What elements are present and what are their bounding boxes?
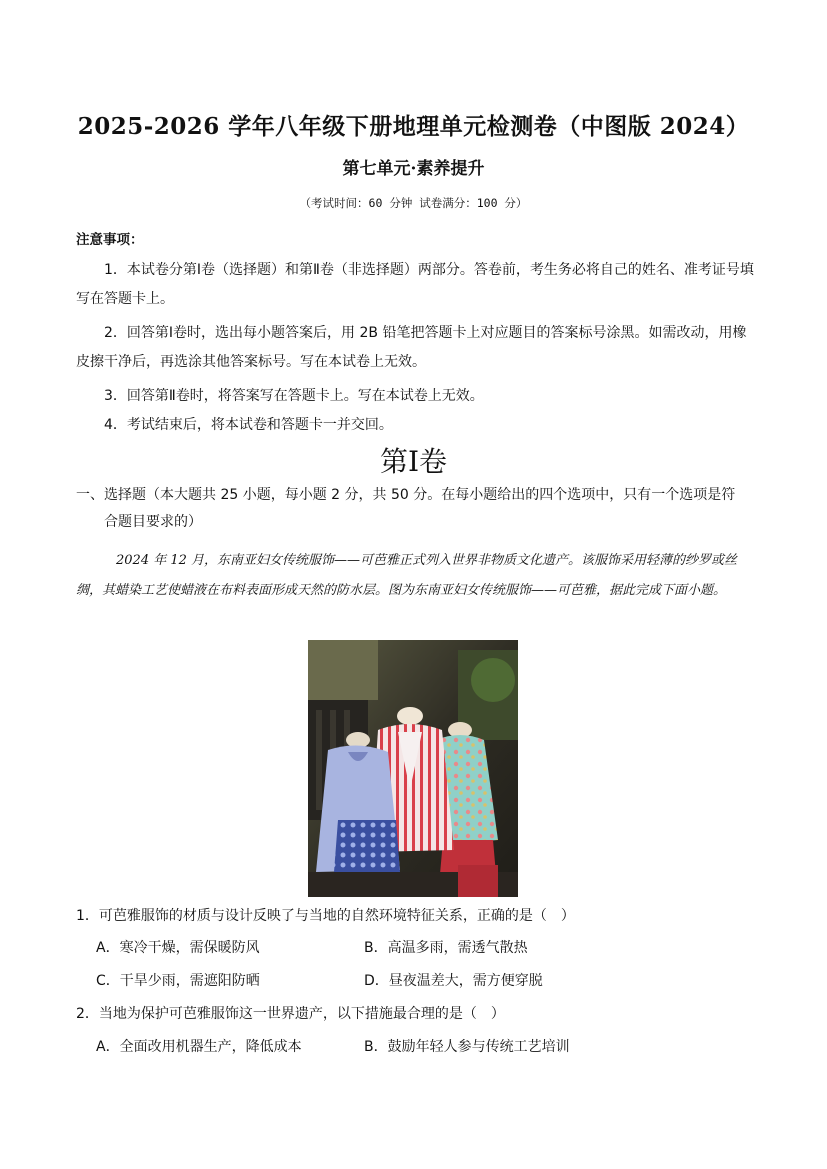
notice-item-3: 3．回答第Ⅱ卷时，将答案写在答题卡上。写在本试卷上无效。 [104,388,484,404]
section-instruction-line2: 合题目要求的） [104,514,202,530]
question-2-stem: 2．当地为保护可芭雅服饰这一世界遗产，以下措施最合理的是（ ） [76,1006,505,1022]
section-instruction-line1: 一、选择题（本大题共 25 小题，每小题 2 分，共 50 分。在每小题给出的四个选项中，只有一个选项是符 [76,487,736,503]
notice-item-2: 2．回答第Ⅰ卷时，选出每小题答案后，用 2B 铅笔把答题卡上对应题目的答案标号涂黑。如需改动，用橡皮擦干净后，再选涂其他答案标号。写在本试卷上无效。 [76,325,747,370]
section-heading: 第Ⅰ卷 [379,447,448,478]
exam-info: （考试时间：60 分钟 试卷满分：100 分） [299,196,528,210]
section-instruction [76,482,754,536]
question-1-option-d[interactable]: D．昼夜温差大，需方便穿脱 [364,973,543,989]
notice-item-1: 1．本试卷分第Ⅰ卷（选择题）和第Ⅱ卷（非选择题）两部分。答卷前，考生务必将自己的姓名、准考证号填写在答题卡上。 [76,262,754,307]
question-1-option-c[interactable]: C．干旱少雨，需遮阳防晒 [96,973,260,989]
question-1-option-b[interactable]: B．高温多雨，需透气散热 [364,940,528,956]
question-1-stem: 1．可芭雅服饰的材质与设计反映了与当地的自然环境特征关系，正确的是（ ） [76,908,575,924]
notice-title: 注意事项： [76,232,144,248]
question-1-option-a[interactable]: A．寒冷干燥，需保暖防风 [96,940,260,956]
question-2-option-b[interactable]: B．鼓励年轻人参与传统工艺培训 [364,1039,570,1055]
kebaya-illustration [308,640,518,897]
kebaya-photo [308,640,518,897]
page-title: 2025-2026 学年八年级下册地理单元检测卷（中图版 2024） [77,113,750,140]
page-subtitle: 第七单元·素养提升 [342,159,485,179]
reading-passage: 2024 年 12 月，东南亚妇女传统服饰——可芭雅正式列入世界非物质文化遗产。该服饰采用轻薄的纱罗或丝绸，其蜡染工艺使蜡液在布料表面形成天然的防水层。图为东南亚妇女传统服饰——可芭雅，据此完成下面小题。 [76,553,738,598]
notice-item-4: 4．考试结束后，将本试卷和答题卡一并交回。 [104,417,393,433]
question-2-option-a[interactable]: A．全面改用机器生产，降低成本 [96,1039,302,1055]
